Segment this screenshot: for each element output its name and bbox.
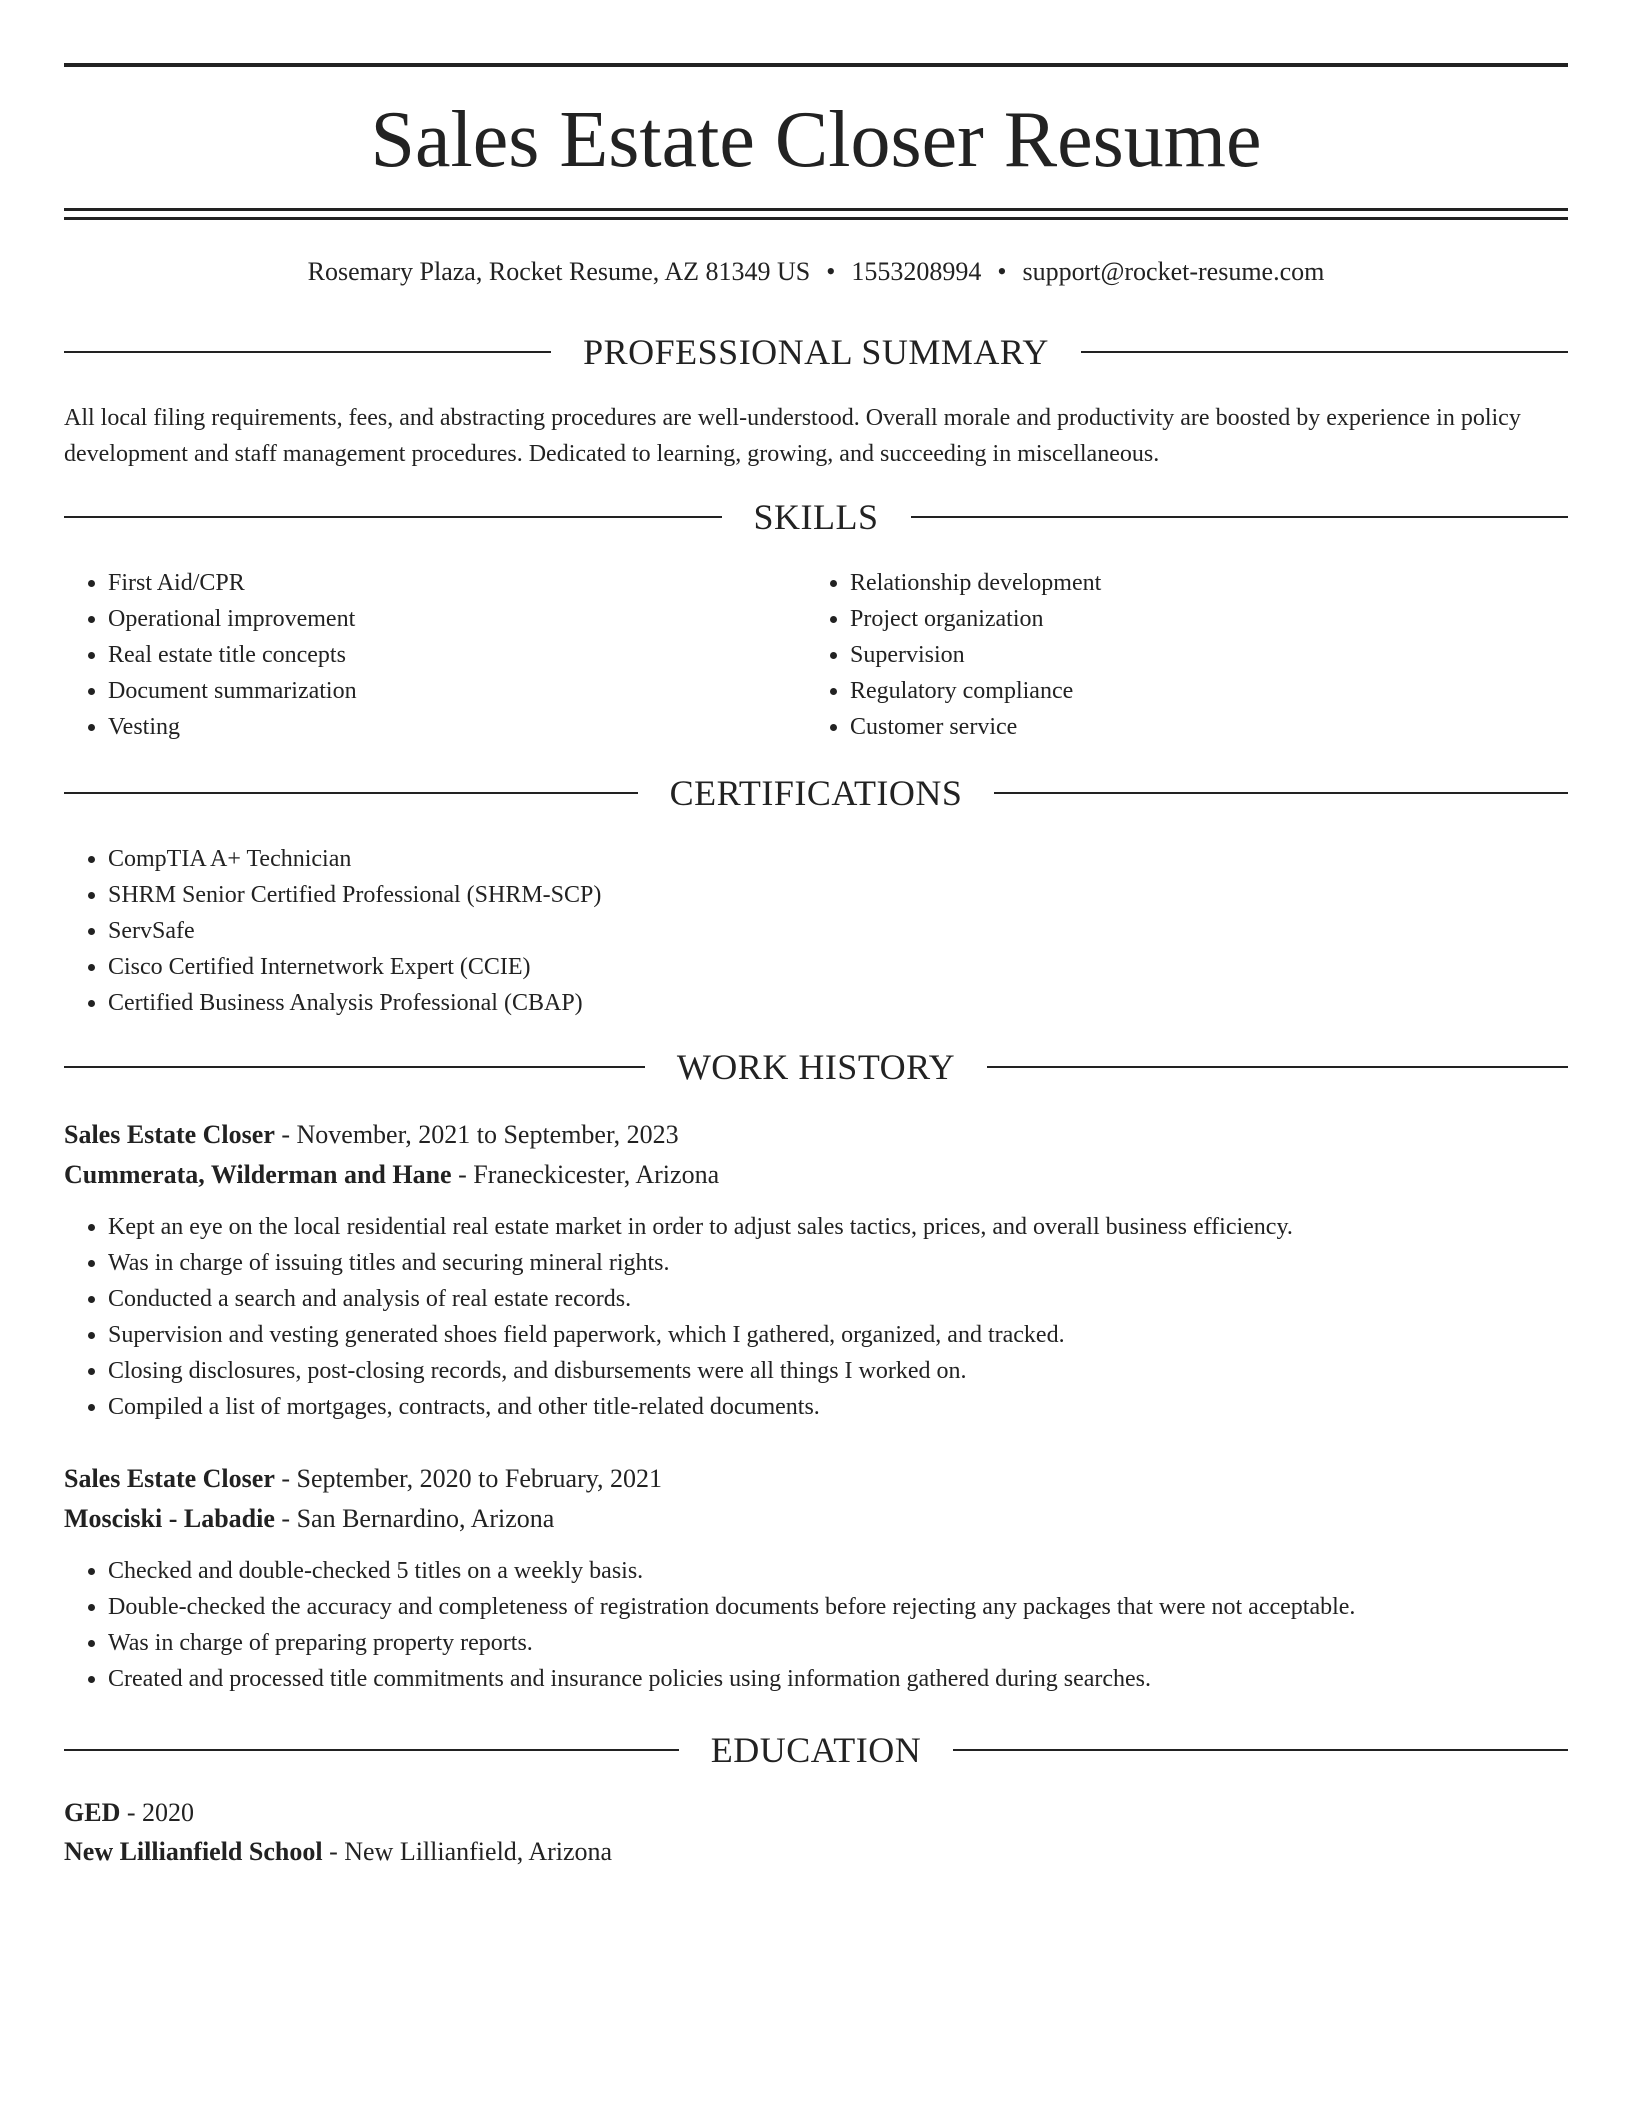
list-item: • Closing disclosures, post-closing records, and disbursements were all things I worked on.	[108, 1353, 1568, 1389]
list-item: • Supervision and vesting generated shoes field paperwork, which I gathered, organized, and tracked.	[108, 1317, 1568, 1353]
list-item: • Project organization	[850, 601, 1101, 637]
section-title: SKILLS	[753, 497, 879, 537]
list-item: • Checked and double-checked 5 titles on a weekly basis.	[108, 1553, 1568, 1589]
job-title-line	[64, 1115, 1568, 1155]
list-item: • Cisco Certified Internetwork Expert (CCIE)	[108, 949, 601, 985]
section-title: EDUCATION	[710, 1730, 922, 1770]
header-rule	[987, 1066, 1568, 1068]
list-item: • Relationship development	[850, 565, 1101, 601]
title-double-rule	[64, 208, 1568, 220]
list-item: • Supervision	[850, 637, 1101, 673]
job-dates: - September, 2020 to February, 2021	[274, 1464, 663, 1493]
list-item: • Was in charge of preparing property reports.	[108, 1625, 1568, 1661]
job-title: Sales Estate Closer	[64, 1464, 275, 1493]
list-item: • Certified Business Analysis Professional (CBAP)	[108, 985, 601, 1021]
header-rule	[911, 516, 1569, 518]
education-school-line	[64, 1832, 1568, 1872]
job-company: Mosciski - Labadie	[64, 1504, 275, 1533]
list-item: • Was in charge of issuing titles and securing mineral rights.	[108, 1245, 1568, 1281]
header-rule	[64, 1749, 679, 1751]
list-item: • Document summarization	[108, 673, 357, 709]
skills-list-right	[806, 565, 1101, 745]
education-location: - New Lillianfield, Arizona	[322, 1837, 613, 1866]
top-rule	[64, 63, 1568, 67]
certifications-list	[64, 841, 601, 1021]
contact-address: Rosemary Plaza, Rocket Resume, AZ 81349 US	[307, 257, 811, 286]
contact-email: support@rocket-resume.com	[1022, 257, 1325, 286]
header-rule	[1081, 351, 1568, 353]
job-title: Sales Estate Closer	[64, 1120, 275, 1149]
contact-separator: •	[997, 257, 1007, 286]
list-item: • Customer service	[850, 709, 1101, 745]
education-degree: GED	[64, 1798, 121, 1827]
list-item: • Vesting	[108, 709, 357, 745]
job-location: - San Bernardino, Arizona	[274, 1504, 555, 1533]
summary-text: All local filing requirements, fees, and abstracting procedures are well-understood. Overall morale and productivity are boosted by experience in policy development and staff management procedures. Dedicated to learning, growing, and succeeding in miscellaneous.	[64, 405, 1521, 467]
header-rule	[64, 516, 722, 518]
job-bullets	[64, 1553, 1568, 1697]
list-item: • Kept an eye on the local residential real estate market in order to adjust sales tactics, prices, and overall business efficiency.	[108, 1209, 1568, 1245]
list-item: • First Aid/CPR	[108, 565, 357, 601]
job-company-line	[64, 1499, 1568, 1539]
education-school: New Lillianfield School	[64, 1837, 323, 1866]
header-rule	[64, 351, 551, 353]
education-degree-line	[64, 1793, 1568, 1833]
resume-title: Sales Estate Closer Resume	[370, 96, 1262, 184]
header-rule	[64, 792, 638, 794]
section-header-education	[64, 1727, 1568, 1773]
list-item: • Regulatory compliance	[850, 673, 1101, 709]
job-company-line	[64, 1155, 1568, 1195]
header-rule	[64, 1066, 645, 1068]
list-item: • SHRM Senior Certified Professional (SHRM-SCP)	[108, 877, 601, 913]
list-item: • Operational improvement	[108, 601, 357, 637]
header-rule	[953, 1749, 1568, 1751]
job-location: - Franeckicester, Arizona	[451, 1160, 720, 1189]
section-header-summary	[64, 329, 1568, 375]
job-company: Cummerata, Wilderman and Hane	[64, 1160, 452, 1189]
contact-line	[64, 252, 1568, 292]
list-item: • Compiled a list of mortgages, contracts, and other title-related documents.	[108, 1389, 1568, 1425]
section-header-work-history	[64, 1044, 1568, 1090]
job-dates: - November, 2021 to September, 2023	[274, 1120, 679, 1149]
list-item: • ServSafe	[108, 913, 601, 949]
section-title: WORK HISTORY	[676, 1047, 956, 1087]
list-item: • Double-checked the accuracy and completeness of registration documents before rejecting any packages that were not acceptable.	[108, 1589, 1568, 1625]
list-item: • Created and processed title commitments and insurance policies using information gathered during searches.	[108, 1661, 1568, 1697]
section-header-skills	[64, 494, 1568, 540]
skills-list-left	[64, 565, 357, 745]
job-title-line	[64, 1459, 1568, 1499]
list-item: • Real estate title concepts	[108, 637, 357, 673]
list-item: • Conducted a search and analysis of real estate records.	[108, 1281, 1568, 1317]
list-item: • CompTIA A+ Technician	[108, 841, 601, 877]
header-rule	[994, 792, 1568, 794]
education-year: - 2020	[120, 1798, 195, 1827]
section-title: CERTIFICATIONS	[669, 773, 963, 813]
job-bullets	[64, 1209, 1568, 1425]
section-header-certifications	[64, 770, 1568, 816]
contact-phone: 1553208994	[851, 257, 982, 286]
section-title: PROFESSIONAL SUMMARY	[583, 332, 1049, 372]
contact-separator: •	[826, 257, 836, 286]
